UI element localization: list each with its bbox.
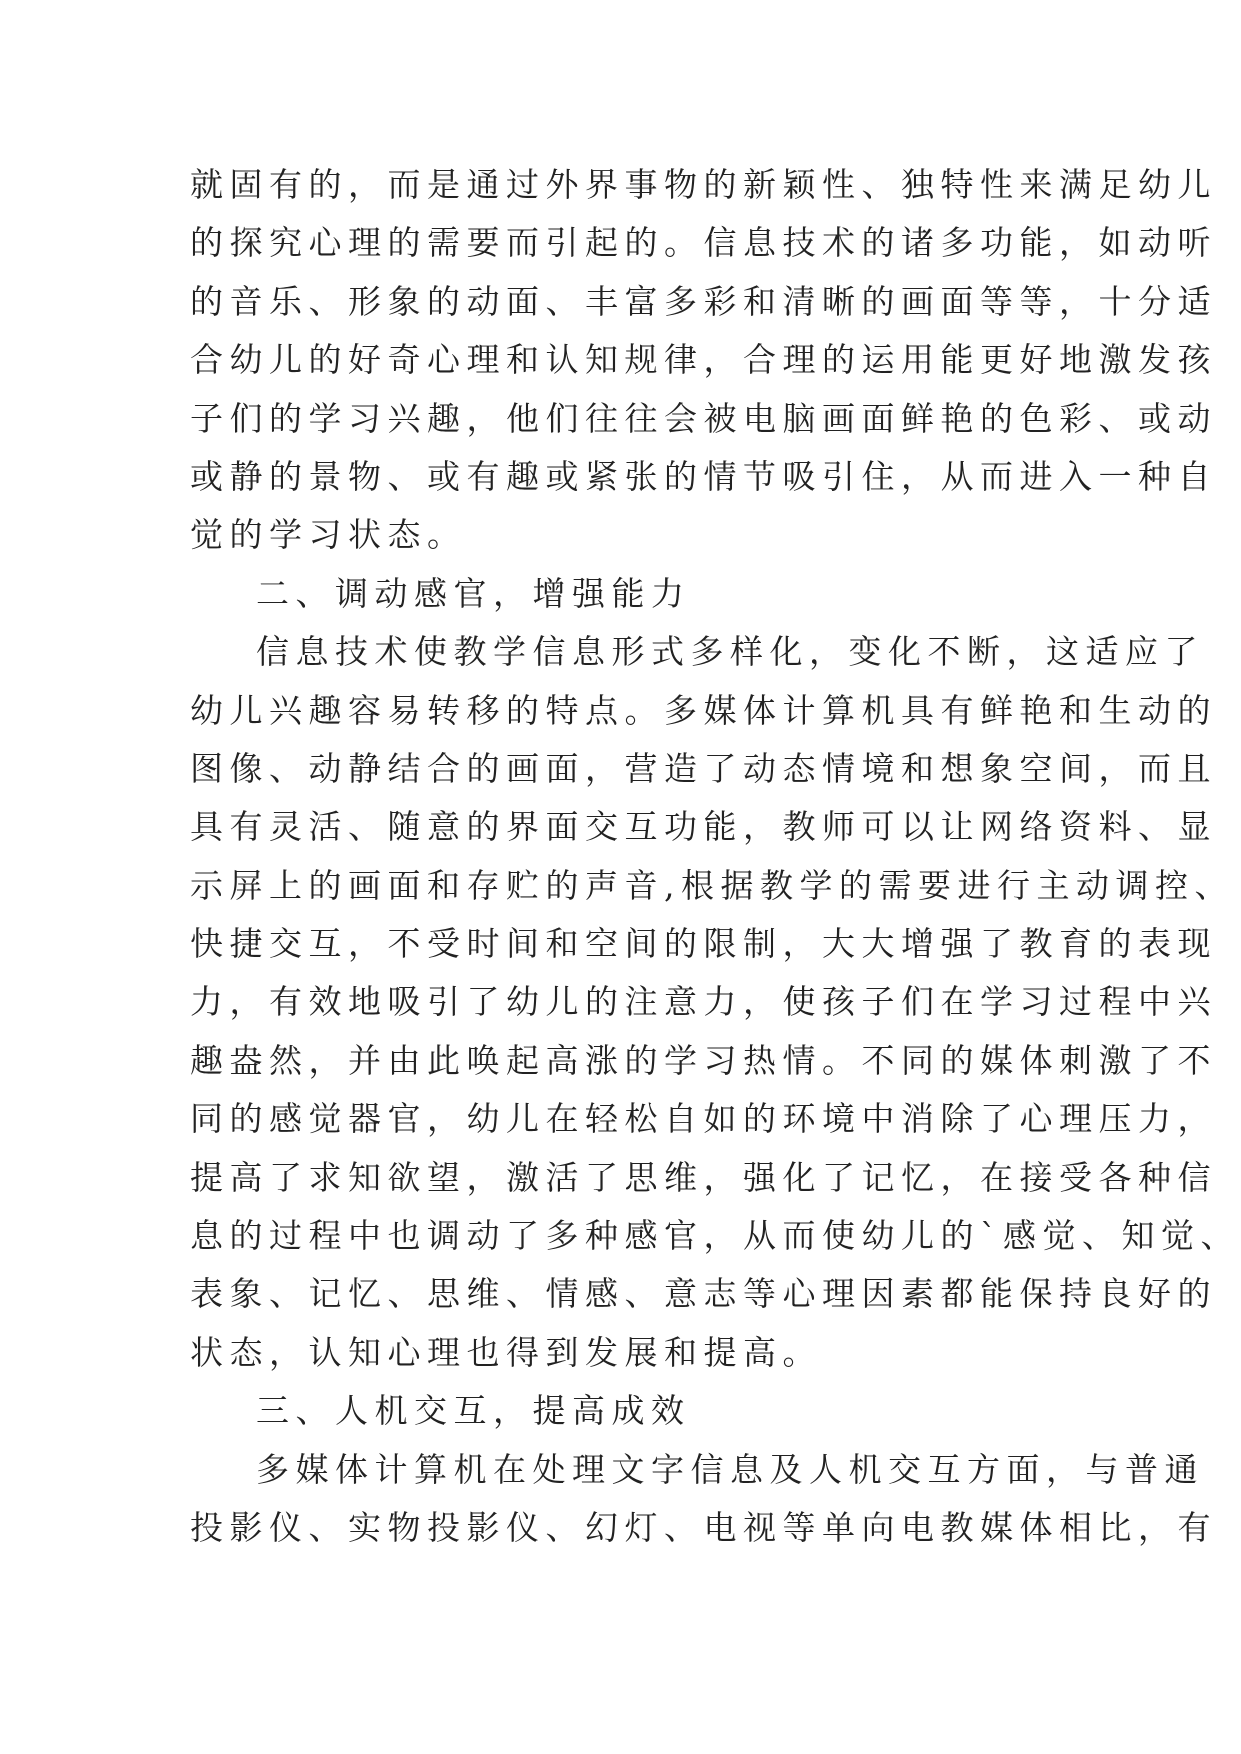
text-line: 示屏上的画面和存贮的声音,根据教学的需要进行主动调控、 <box>190 865 1234 905</box>
text-line: 图像、动静结合的画面，营造了动态情境和想象空间，而且 <box>190 748 1217 788</box>
text-line: 表象、记忆、思维、情感、意志等心理因素都能保持良好的 <box>190 1274 1217 1314</box>
text-line: 子们的学习兴趣，他们往往会被电脑画面鲜艳的色彩、或动 <box>190 398 1217 438</box>
text-line: 息的过程中也调动了多种感官，从而使幼儿的`感觉、知觉、 <box>190 1216 1240 1256</box>
text-line: 幼儿兴趣容易转移的特点。多媒体计算机具有鲜艳和生动的 <box>190 690 1217 730</box>
text-line: 或静的景物、或有趣或紧张的情节吸引住，从而进入一种自 <box>190 456 1217 496</box>
text-line: 的音乐、形象的动面、丰富多彩和清晰的画面等等，十分适 <box>190 281 1217 321</box>
text-line: 合幼儿的好奇心理和认知规律，合理的运用能更好地激发孩 <box>190 340 1217 380</box>
section-heading: 三、人机交互，提高成效 <box>256 1391 691 1431</box>
text-line: 就固有的，而是通过外界事物的新颖性、独特性来满足幼儿 <box>190 165 1217 204</box>
text-line: 投影仪、实物投影仪、幻灯、电视等单向电教媒体相比，有 <box>190 1507 1217 1547</box>
text-line: 状态，认知心理也得到发展和提高。 <box>190 1332 822 1372</box>
text-line: 趣盎然，并由此唤起高涨的学习热情。不同的媒体刺激了不 <box>190 1040 1217 1080</box>
text-line: 多媒体计算机在处理文字信息及人机交互方面，与普通 <box>256 1449 1204 1489</box>
text-line: 觉的学习状态。 <box>190 515 467 555</box>
text-line: 具有灵活、随意的界面交互功能，教师可以让网络资料、显 <box>190 807 1217 847</box>
text-line: 快捷交互，不受时间和空间的限制，大大增强了教育的表现 <box>190 924 1217 964</box>
text-line: 同的感觉器官，幼儿在轻松自如的环境中消除了心理压力， <box>190 1099 1217 1139</box>
document-body <box>190 156 1240 1557</box>
text-line: 的探究心理的需要而引起的。信息技术的诸多功能，如动听 <box>190 223 1217 263</box>
section-heading: 二、调动感官，增强能力 <box>256 573 691 613</box>
text-line: 提高了求知欲望，激活了思维，强化了记忆，在接受各种信 <box>190 1157 1217 1197</box>
text-line: 信息技术使教学信息形式多样化，变化不断，这适应了 <box>256 632 1204 672</box>
text-line: 力，有效地吸引了幼儿的注意力，使孩子们在学习过程中兴 <box>190 982 1217 1022</box>
